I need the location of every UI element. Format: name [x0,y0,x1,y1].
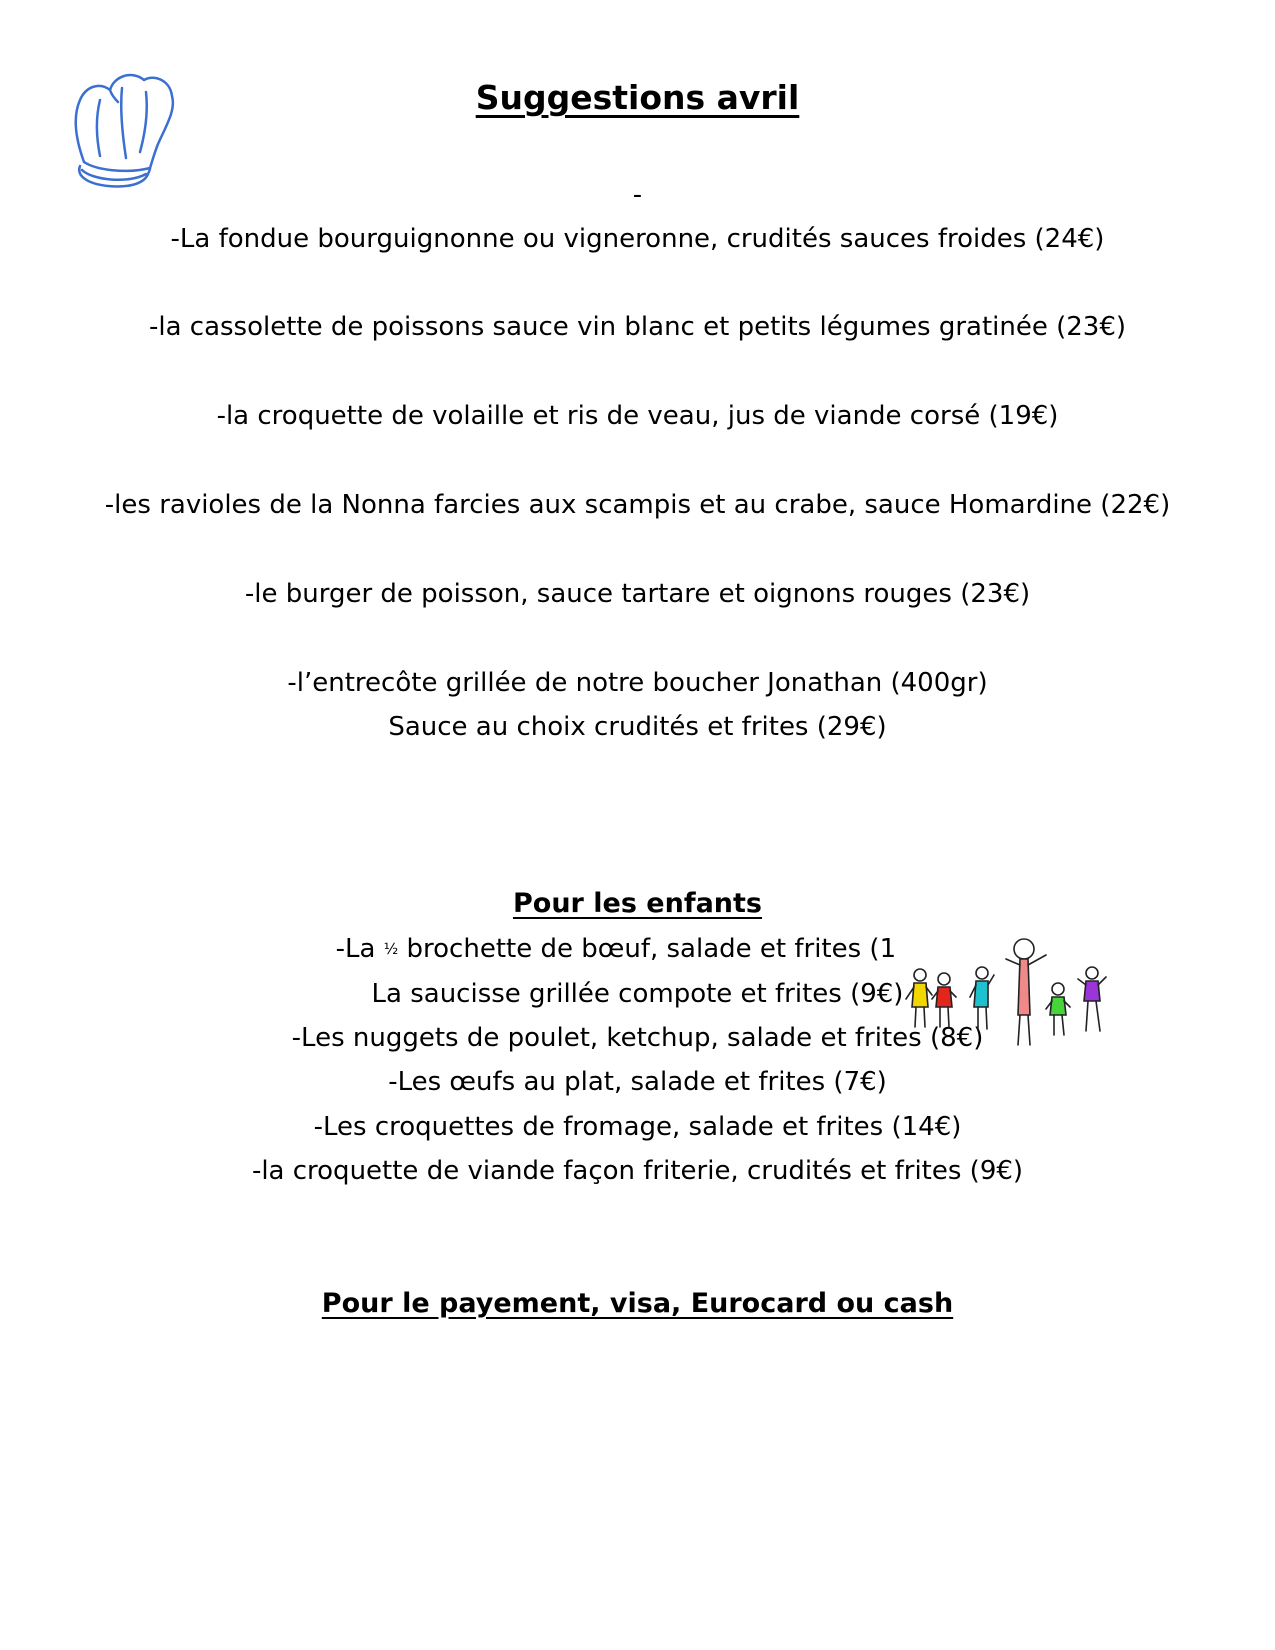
kids-heading: Pour les enfants [512,888,762,919]
menu-title: Suggestions avril [475,78,800,117]
suggestion-item: -les ravioles de la Nonna farcies aux scampis et au crabe, sauce Homardine (22€) [104,490,1171,520]
kids-item: -la croquette de viande façon friterie, crudités et frites (9€) [251,1156,1024,1186]
suggestion-item: -le burger de poisson, sauce tartare et oignons rouges (23€) [244,579,1031,609]
kids-item: -Les œufs au plat, salade et frites (7€) [388,1067,887,1097]
kids-item: La saucisse grillée compote et frites (9€) [371,979,904,1009]
suggestion-item: -la cassolette de poissons sauce vin blanc et petits légumes gratinée (23€) [148,312,1127,342]
brochette-prefix: -La [335,934,376,964]
kids-item: -Les croquettes de fromage, salade et frites (14€) [313,1112,962,1142]
children-illustration [900,935,1110,1057]
half-fraction: ½ [383,940,399,958]
separator-dash: - [632,180,643,210]
suggestion-item: Sauce au choix crudités et frites (29€) [388,712,887,742]
brochette-text: brochette de bœuf, salade et frites (1 [406,934,897,964]
payment-note: Pour le payement, visa, Eurocard ou cash [321,1288,954,1319]
suggestion-item: -La fondue bourguignonne ou vigneronne, crudités sauces froides (24€) [170,224,1105,254]
suggestion-item: -la croquette de volaille et ris de veau, jus de viande corsé (19€) [216,401,1059,431]
suggestion-item: -l’entrecôte grillée de notre boucher Jonathan (400gr) [287,668,988,698]
kids-item: -Les nuggets de poulet, ketchup, salade et frites (8€) [291,1023,984,1053]
